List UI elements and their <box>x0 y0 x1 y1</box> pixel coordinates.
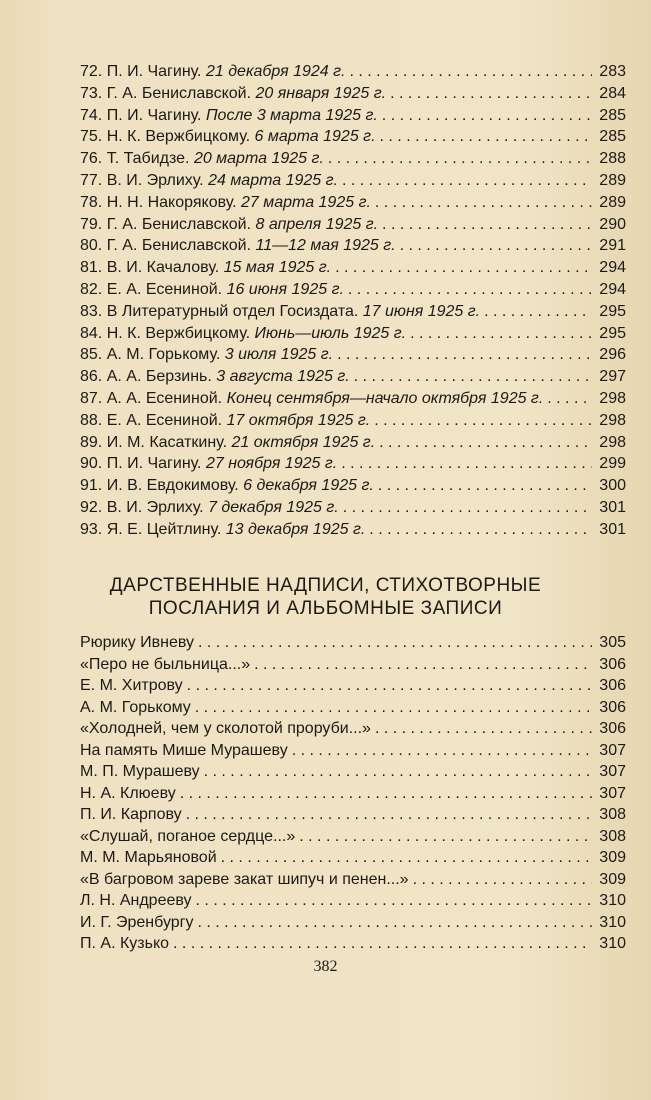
entry-recipient: А. А. Есениной. <box>106 389 223 407</box>
toc-row <box>80 804 626 826</box>
entry-recipient: Г. А. Бениславской. <box>106 215 252 233</box>
entry-date: 3 июля 1925 г. <box>224 346 334 364</box>
entry-recipient: Г. А. Бениславской. <box>106 237 252 255</box>
toc-row <box>80 869 626 891</box>
entry-number: 91. <box>80 477 103 495</box>
toc-row <box>80 257 626 279</box>
entry-date: 21 октября 1925 г. <box>231 433 376 451</box>
dot-leader <box>335 257 592 279</box>
entry-date: 11—12 мая 1925 г. <box>255 237 396 255</box>
toc-entry-text <box>80 453 337 475</box>
entry-title: Н. А. Клюеву <box>80 784 176 802</box>
entry-number: 93. <box>80 520 103 538</box>
entry-title: «Перо не быльница...» <box>80 655 251 673</box>
dot-leader <box>382 214 592 236</box>
dot-leader <box>342 170 592 192</box>
entry-number: 87. <box>80 389 103 407</box>
entry-recipient: Т. Табидзе. <box>106 150 190 168</box>
entry-date: 27 марта 1925 г. <box>241 193 371 211</box>
entry-number: 75. <box>80 128 103 146</box>
toc-row <box>80 697 626 719</box>
toc-entry-text <box>80 214 378 236</box>
dot-leader <box>221 847 592 869</box>
toc-row <box>80 497 626 519</box>
page-number: 382 <box>313 958 338 975</box>
toc-row <box>80 279 626 301</box>
entry-title: П. А. Кузько <box>80 935 170 952</box>
entry-date: 17 июня 1925 г. <box>362 302 481 320</box>
entry-title: А. М. Горькому <box>80 698 191 716</box>
toc-row <box>80 61 626 83</box>
entry-recipient: Н. К. Вержбицкому. <box>106 128 251 146</box>
entry-page: 297 <box>599 368 626 386</box>
entry-page: 307 <box>599 763 626 780</box>
entry-title: На память Мише Мурашеву <box>80 741 288 759</box>
entry-number: 78. <box>80 193 103 211</box>
dot-leader <box>400 235 592 257</box>
entry-page: 289 <box>599 193 626 211</box>
toc-row <box>80 323 626 345</box>
dot-leader <box>299 826 592 848</box>
entry-recipient: В Литературный отдел Госиздата. <box>106 302 359 320</box>
dot-leader <box>378 475 592 497</box>
entry-recipient: П. И. Чагину. <box>106 63 202 80</box>
dot-leader <box>254 654 592 676</box>
entry-page: 284 <box>599 84 626 102</box>
entry-page: 307 <box>599 741 626 759</box>
entry-number: 90. <box>80 455 103 473</box>
entry-date: 6 декабря 1925 г. <box>243 477 374 495</box>
dot-leader <box>375 192 592 214</box>
entry-title: Л. Н. Андрееву <box>80 892 192 909</box>
entry-title: И. Г. Эренбургу <box>80 913 194 931</box>
toc-row <box>80 148 626 170</box>
dot-leader <box>382 105 592 127</box>
toc-row <box>80 344 626 366</box>
entry-recipient: И. В. Евдокимову. <box>106 477 239 495</box>
entry-page: 305 <box>599 634 626 651</box>
dot-leader <box>375 718 592 740</box>
entry-page: 309 <box>599 870 626 888</box>
toc-row <box>80 126 626 148</box>
dot-leader <box>292 740 592 762</box>
dot-leader <box>547 388 592 410</box>
entry-number: 74. <box>80 106 103 124</box>
toc-entry-text <box>80 344 333 366</box>
entry-page: 310 <box>599 935 626 952</box>
entry-recipient: Н. К. Вержбицкому. <box>106 324 251 342</box>
toc-entry-text <box>80 83 386 105</box>
toc-row <box>80 847 626 869</box>
entry-number: 86. <box>80 368 103 386</box>
inscriptions-list <box>80 632 626 955</box>
entry-number: 76. <box>80 150 103 168</box>
toc-row <box>80 475 626 497</box>
toc-entry-text <box>80 61 345 83</box>
entry-page: 285 <box>599 128 626 146</box>
entry-recipient: Н. Н. Накорякову. <box>106 193 237 211</box>
dot-leader <box>410 323 592 345</box>
toc-row <box>80 214 626 236</box>
dot-leader <box>328 148 592 170</box>
entry-date: 6 марта 1925 г. <box>254 128 376 146</box>
toc-entry-text <box>80 105 378 127</box>
entry-recipient: В. И. Качалову. <box>106 259 220 277</box>
toc-entry-text <box>80 432 375 454</box>
toc-entry-text <box>80 235 396 257</box>
entry-page: 299 <box>599 455 626 473</box>
dot-leader <box>195 697 592 719</box>
toc-row <box>80 235 626 257</box>
toc-row <box>80 783 626 805</box>
entry-recipient: Е. А. Есениной. <box>106 280 223 298</box>
entry-page: 308 <box>599 806 626 823</box>
entry-date: 8 апреля 1925 г. <box>255 215 379 233</box>
entry-title: М. П. Мурашеву <box>80 763 200 780</box>
toc-row <box>80 83 626 105</box>
toc-row <box>80 675 626 697</box>
toc-row <box>80 826 626 848</box>
entry-date: Конец сентября—начало октября 1925 г. <box>226 389 544 407</box>
entry-number: 82. <box>80 280 103 298</box>
toc-row <box>80 740 626 762</box>
dot-leader <box>198 632 592 654</box>
entry-number: 89. <box>80 433 103 451</box>
entry-number: 85. <box>80 346 103 364</box>
entry-recipient: Е. А. Есениной. <box>106 411 223 429</box>
dot-leader <box>187 675 592 697</box>
entry-number: 80. <box>80 237 103 255</box>
toc-entry-text <box>80 410 370 432</box>
entry-date: 24 марта 1925 г. <box>208 171 338 189</box>
toc-row <box>80 933 626 955</box>
dot-leader <box>348 279 592 301</box>
entry-page: 294 <box>599 259 626 277</box>
entry-recipient: П. И. Чагину. <box>106 106 202 124</box>
toc-entry-text <box>80 192 371 214</box>
toc-row <box>80 519 626 541</box>
dot-leader <box>196 890 592 912</box>
dot-leader <box>369 519 592 541</box>
dot-leader <box>198 912 593 934</box>
entry-page: 298 <box>599 433 626 451</box>
toc-row <box>80 192 626 214</box>
dot-leader <box>204 761 592 783</box>
entry-page: 298 <box>599 411 626 429</box>
toc-row <box>80 654 626 676</box>
toc-row <box>80 912 626 934</box>
entry-page: 300 <box>599 477 626 495</box>
letters-list <box>80 61 626 541</box>
entry-recipient: А. М. Горькому. <box>106 346 221 364</box>
entry-title: Е. М. Хитрову <box>80 677 183 694</box>
dot-leader <box>349 61 592 83</box>
toc-entry-text <box>80 279 344 301</box>
toc-row <box>80 170 626 192</box>
entry-number: 83. <box>80 302 103 320</box>
toc-entry-text <box>80 301 480 323</box>
entry-date: 13 декабря 1925 г. <box>225 520 366 538</box>
entry-title: П. И. Карпову <box>80 806 182 823</box>
entry-date: 21 декабря 1924 г. <box>205 63 346 80</box>
entry-page: 306 <box>599 698 626 716</box>
entry-page: 295 <box>599 324 626 342</box>
toc-row <box>80 761 626 783</box>
entry-number: 88. <box>80 411 103 429</box>
entry-number: 72. <box>80 63 103 80</box>
entry-page: 288 <box>599 150 626 168</box>
entry-recipient: В. И. Эрлиху. <box>106 498 204 516</box>
entry-page: 306 <box>599 655 626 673</box>
toc-entry-text <box>80 475 374 497</box>
toc-row <box>80 432 626 454</box>
dot-leader <box>341 453 592 475</box>
toc-row <box>80 366 626 388</box>
dot-leader <box>484 301 592 323</box>
entry-date: 17 октября 1925 г. <box>226 411 371 429</box>
toc-entry-text <box>80 126 376 148</box>
entry-page: 290 <box>599 215 626 233</box>
entry-recipient: А. А. Берзинь. <box>106 368 212 386</box>
entry-page: 309 <box>599 849 626 866</box>
entry-number: 92. <box>80 498 103 516</box>
entry-recipient: Я. Е. Цейтлину. <box>106 520 222 538</box>
entry-number: 73. <box>80 84 103 102</box>
entry-title: М. М. Марьяновой <box>80 849 217 866</box>
entry-recipient: И. М. Касаткину. <box>106 433 228 451</box>
entry-recipient: В. И. Эрлиху. <box>106 171 204 189</box>
toc-entry-text <box>80 323 406 345</box>
entry-title: Рюрику Ивневу <box>80 634 195 651</box>
toc-row <box>80 388 626 410</box>
entry-page: 301 <box>599 498 626 516</box>
toc-entry-text <box>80 497 339 519</box>
toc-entry-text <box>80 170 338 192</box>
toc-row <box>80 632 626 654</box>
entry-date: 16 июня 1925 г. <box>226 280 344 298</box>
dot-leader <box>186 804 592 826</box>
entry-number: 79. <box>80 215 103 233</box>
entry-title: «В багровом зареве закат шипуч и пенен...» <box>80 870 409 888</box>
dot-leader <box>379 432 592 454</box>
entry-title: «Холодней, чем у сколотой проруби...» <box>80 720 371 737</box>
dot-leader <box>413 869 592 891</box>
entry-date: 7 декабря 1925 г. <box>208 498 339 516</box>
entry-date: 20 марта 1925 г. <box>193 150 324 168</box>
toc-row <box>80 890 626 912</box>
entry-number: 81. <box>80 259 103 277</box>
dot-leader <box>180 783 592 805</box>
entry-recipient: П. И. Чагину. <box>106 455 202 473</box>
toc-row <box>80 301 626 323</box>
entry-number: 77. <box>80 171 103 189</box>
section-heading-line-1: ДАРСТВЕННЫЕ НАДПИСИ, СТИХОТВОРНЫЕ <box>109 575 542 596</box>
entry-page: 307 <box>599 784 626 802</box>
entry-date: После 3 марта 1925 г. <box>205 106 378 124</box>
toc-row <box>80 105 626 127</box>
section-heading-line-2: ПОСЛАНИЯ И АЛЬБОМНЫЕ ЗАПИСИ <box>148 598 503 619</box>
entry-page: 310 <box>599 913 626 931</box>
dot-leader <box>354 366 592 388</box>
entry-page: 283 <box>599 63 626 80</box>
entry-page: 301 <box>599 520 626 538</box>
entry-recipient: Г. А. Бениславской. <box>106 84 252 102</box>
entry-page: 298 <box>599 389 626 407</box>
toc-row <box>80 453 626 475</box>
entry-page: 285 <box>599 106 626 124</box>
toc-row <box>80 718 626 740</box>
toc-entry-text <box>80 519 365 541</box>
entry-page: 289 <box>599 171 626 189</box>
entry-page: 291 <box>599 237 626 255</box>
entry-page: 308 <box>599 827 626 845</box>
toc-entry-text <box>80 388 543 410</box>
entry-title: «Слушай, поганое сердце...» <box>80 827 296 845</box>
dot-leader <box>390 83 592 105</box>
entry-date: 20 января 1925 г. <box>255 84 387 102</box>
toc-entry-text <box>80 148 324 170</box>
entry-page: 295 <box>599 302 626 320</box>
dot-leader <box>343 497 592 519</box>
entry-page: 306 <box>599 677 626 694</box>
entry-page: 306 <box>599 720 626 737</box>
entry-number: 84. <box>80 324 103 342</box>
entry-date: 27 ноября 1925 г. <box>205 455 338 473</box>
dot-leader <box>173 933 592 955</box>
toc-row <box>80 410 626 432</box>
toc-entry-text <box>80 366 350 388</box>
entry-page: 310 <box>599 892 626 909</box>
entry-page: 294 <box>599 280 626 298</box>
dot-leader <box>380 126 592 148</box>
entry-date: 3 августа 1925 г. <box>216 368 350 386</box>
entry-date: Июнь—июль 1925 г. <box>254 324 407 342</box>
toc-entry-text <box>80 257 331 279</box>
entry-page: 296 <box>599 346 626 364</box>
section-heading <box>0 574 651 620</box>
dot-leader <box>374 410 592 432</box>
dot-leader <box>337 344 592 366</box>
entry-date: 15 мая 1925 г. <box>223 259 332 277</box>
